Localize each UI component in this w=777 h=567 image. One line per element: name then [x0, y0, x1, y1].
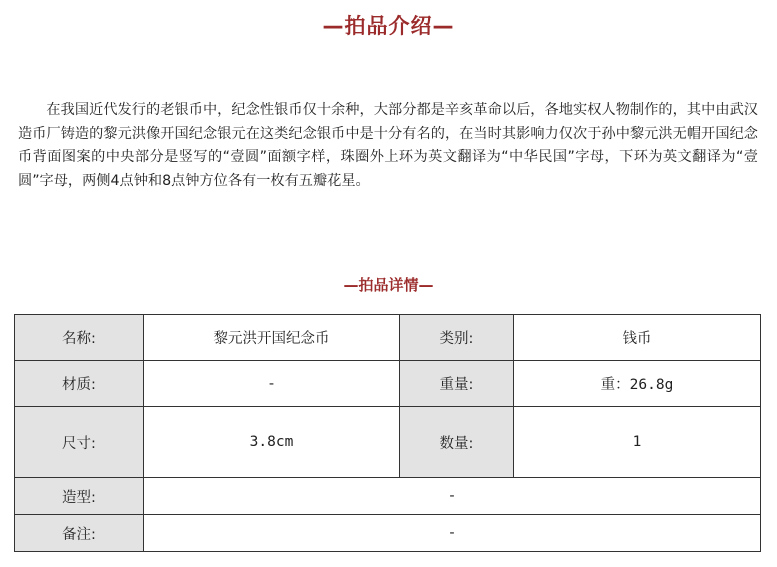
material-label: 材质: — [15, 361, 144, 407]
name-value: 黎元洪开国纪念币 — [144, 315, 400, 361]
table-row — [15, 478, 761, 515]
name-label: 名称: — [15, 315, 144, 361]
quantity-value: 1 — [514, 407, 761, 478]
size-value: 3.8cm — [144, 407, 400, 478]
table-row — [15, 361, 761, 407]
quantity-label: 数量: — [400, 407, 514, 478]
weight-label: 重量: — [400, 361, 514, 407]
details-table — [14, 314, 761, 552]
table-row — [15, 515, 761, 552]
intro-section-title: —拍品介绍— — [322, 14, 455, 38]
category-value: 钱币 — [514, 315, 761, 361]
table-row — [15, 407, 761, 478]
remarks-label: 备注: — [15, 515, 144, 552]
material-value: - — [144, 361, 400, 407]
intro-paragraph: 在我国近代发行的老银币中，纪念性银币仅十余种，大部分都是辛亥革命以后，各地实权人物制作的，其中由武汉造币厂铸造的黎元洪像开国纪念银元在这类纪念银币中是十分有名的，在当时其影响力仅次于孙中黎元洪无帽开国纪念币背面图案的中央部分是竖写的“壹圆”面额字样，珠圈外上环为英文翻译为“中华民国”字母，下环为英文翻译为“壹圆”字母，两侧4点钟和8点钟方位各有一枚有五瓣花星。 — [18, 102, 758, 189]
shape-value: - — [144, 478, 761, 515]
shape-label: 造型: — [15, 478, 144, 515]
remarks-value: - — [144, 515, 761, 552]
weight-value: 重：26.8g — [514, 361, 761, 407]
size-label: 尺寸: — [15, 407, 144, 478]
table-row — [15, 315, 761, 361]
category-label: 类别: — [400, 315, 514, 361]
details-section-title: —拍品详情— — [343, 276, 434, 294]
